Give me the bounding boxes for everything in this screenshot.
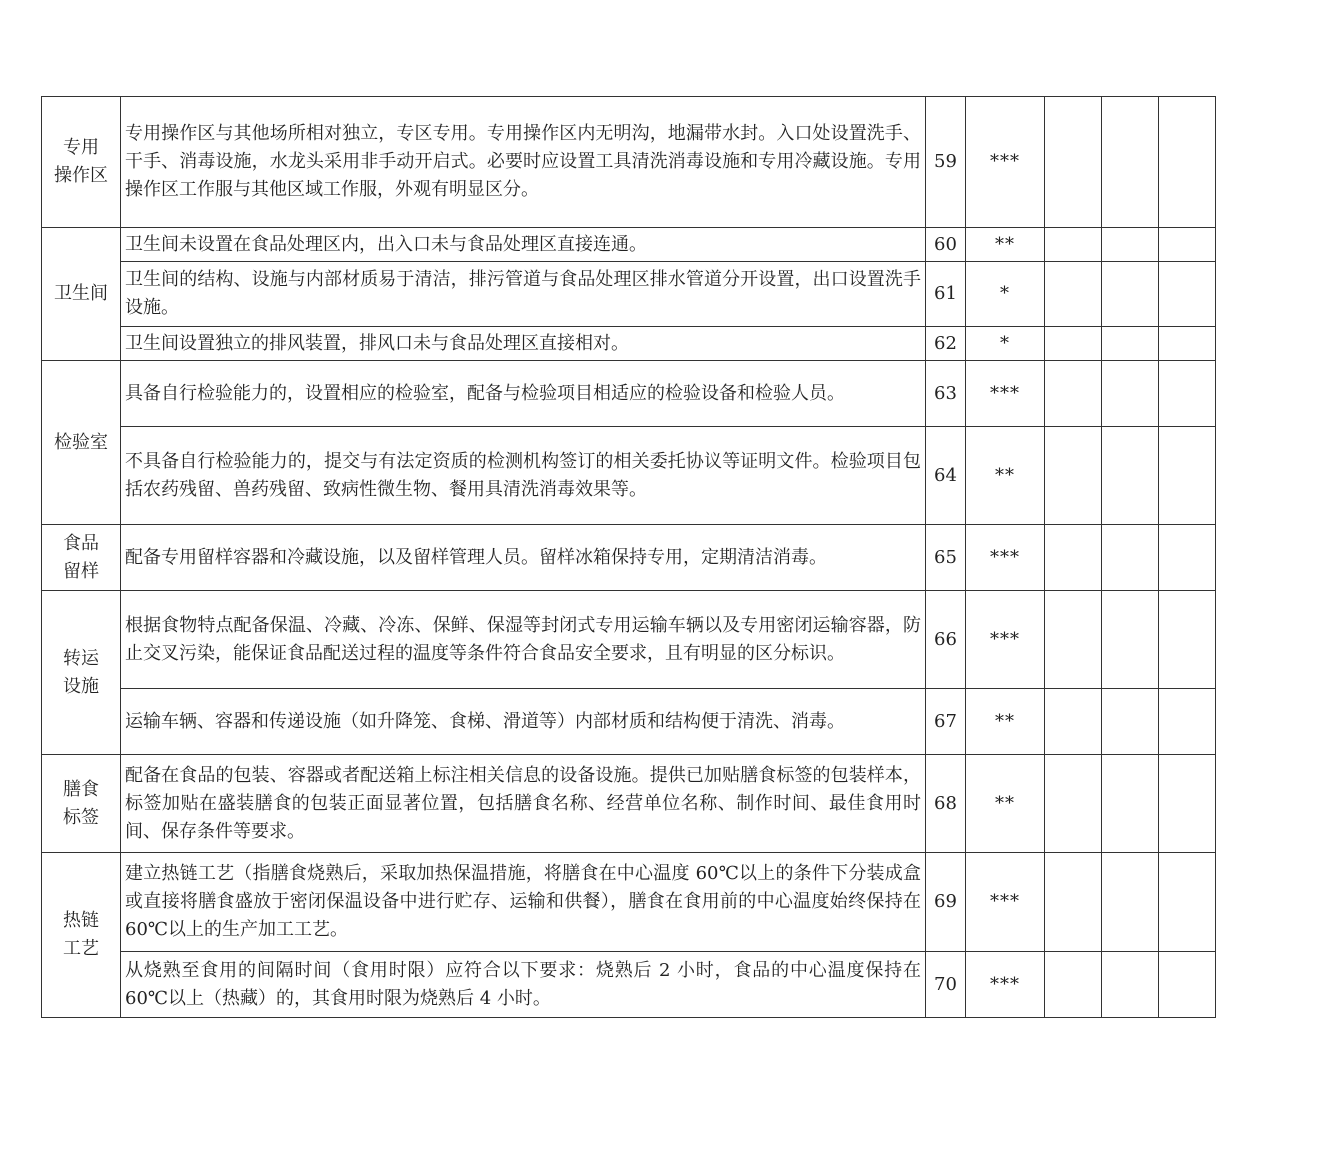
importance-level: *** — [966, 591, 1045, 689]
inspection-table — [41, 96, 1293, 1018]
category-label: 工艺 — [63, 938, 99, 959]
item-number: 64 — [926, 427, 966, 525]
importance-level: ** — [966, 755, 1045, 853]
result-cell[interactable] — [1102, 327, 1159, 361]
result-cell[interactable] — [1045, 952, 1102, 1018]
requirement-text: 配备在食品的包装、容器或者配送箱上标注相关信息的设备设施。提供已加贴膳食标签的包装样本，标签加贴在盛装膳食的包装正面显著位置，包括膳食名称、经营单位名称、制作时间、最佳食用时间、保存条件等要求。 — [121, 755, 926, 853]
result-cell[interactable] — [1102, 525, 1159, 591]
result-cell[interactable] — [1045, 327, 1102, 361]
item-number: 70 — [926, 952, 966, 1018]
requirement-text: 卫生间未设置在食品处理区内，出入口未与食品处理区直接连通。 — [121, 228, 926, 262]
item-number: 65 — [926, 525, 966, 591]
result-cell[interactable] — [1102, 952, 1159, 1018]
requirement-text: 根据食物特点配备保温、冷藏、冷冻、保鲜、保湿等封闭式专用运输车辆以及专用密闭运输容器，防止交叉污染，能保证食品配送过程的温度等条件符合食品安全要求，且有明显的区分标识。 — [121, 591, 926, 689]
category-label: 转运 — [63, 647, 99, 669]
item-number: 61 — [926, 262, 966, 327]
requirement-text: 从烧熟至食用的间隔时间（食用时限）应符合以下要求：烧熟后 2 小时，食品的中心温度保持在 60℃以上（热藏）的，其食用时限为烧熟后 4 小时。 — [121, 952, 926, 1018]
importance-level: *** — [966, 361, 1045, 427]
category-label: 热链 — [63, 910, 99, 931]
result-cell[interactable] — [1102, 97, 1159, 228]
category-label: 膳食 — [63, 778, 99, 800]
result-cell[interactable] — [1045, 525, 1102, 591]
table-row — [42, 262, 1293, 327]
table-row — [42, 689, 1293, 755]
importance-level: * — [966, 262, 1045, 327]
requirement-text: 卫生间设置独立的排风装置，排风口未与食品处理区直接相对。 — [121, 327, 926, 361]
result-cell[interactable] — [1045, 755, 1102, 853]
result-cell[interactable] — [1045, 361, 1102, 427]
importance-level: * — [966, 327, 1045, 361]
result-cell[interactable] — [1102, 427, 1159, 525]
table-row — [42, 755, 1293, 853]
importance-level: *** — [966, 97, 1045, 228]
category-cell — [42, 525, 121, 591]
result-cell[interactable] — [1159, 952, 1216, 1018]
category-label: 专用 — [63, 137, 99, 158]
item-number: 67 — [926, 689, 966, 755]
result-cell[interactable] — [1102, 262, 1159, 327]
importance-level: *** — [966, 525, 1045, 591]
table-row — [42, 228, 1293, 262]
category-cell — [42, 228, 121, 361]
category-label: 留样 — [63, 560, 99, 582]
result-cell[interactable] — [1159, 591, 1216, 689]
importance-level: *** — [966, 952, 1045, 1018]
result-cell[interactable] — [1045, 853, 1102, 952]
importance-level: *** — [966, 853, 1045, 952]
requirement-text: 具备自行检验能力的，设置相应的检验室，配备与检验项目相适应的检验设备和检验人员。 — [121, 361, 926, 427]
table-row — [42, 952, 1293, 1018]
table-row — [42, 97, 1293, 228]
category-cell — [42, 591, 121, 755]
result-cell[interactable] — [1159, 853, 1216, 952]
table-row — [42, 327, 1293, 361]
requirement-text: 不具备自行检验能力的，提交与有法定资质的检测机构签订的相关委托协议等证明文件。检验项目包括农药残留、兽药残留、致病性微生物、餐用具清洗消毒效果等。 — [121, 427, 926, 525]
requirement-text: 运输车辆、容器和传递设施（如升降笼、食梯、滑道等）内部材质和结构便于清洗、消毒。 — [121, 689, 926, 755]
category-label: 标签 — [63, 806, 99, 828]
table-row — [42, 525, 1293, 591]
result-cell[interactable] — [1159, 228, 1216, 262]
category-cell — [42, 97, 121, 228]
result-cell[interactable] — [1159, 361, 1216, 427]
importance-level: ** — [966, 427, 1045, 525]
category-label: 卫生间 — [54, 283, 108, 304]
requirement-text: 建立热链工艺（指膳食烧熟后，采取加热保温措施，将膳食在中心温度 60℃以上的条件下分装成盒或直接将膳食盛放于密闭保温设备中进行贮存、运输和供餐），膳食在食用前的中心温度始终保持在 60℃以上的生产加工工艺。 — [121, 853, 926, 952]
result-cell[interactable] — [1102, 689, 1159, 755]
result-cell[interactable] — [1102, 853, 1159, 952]
result-cell[interactable] — [1102, 591, 1159, 689]
category-cell — [42, 853, 121, 1018]
category-cell — [42, 361, 121, 525]
result-cell[interactable] — [1159, 525, 1216, 591]
result-cell[interactable] — [1102, 755, 1159, 853]
importance-level: ** — [966, 689, 1045, 755]
result-cell[interactable] — [1159, 327, 1216, 361]
table-row — [42, 427, 1293, 525]
item-number: 68 — [926, 755, 966, 853]
item-number: 66 — [926, 591, 966, 689]
result-cell[interactable] — [1102, 228, 1159, 262]
result-cell[interactable] — [1045, 591, 1102, 689]
importance-level: ** — [966, 228, 1045, 262]
item-number: 62 — [926, 327, 966, 361]
category-label: 检验室 — [54, 431, 108, 453]
result-cell[interactable] — [1102, 361, 1159, 427]
result-cell[interactable] — [1045, 97, 1102, 228]
result-cell[interactable] — [1159, 689, 1216, 755]
result-cell[interactable] — [1045, 427, 1102, 525]
table-row — [42, 853, 1293, 952]
result-cell[interactable] — [1045, 262, 1102, 327]
result-cell[interactable] — [1159, 755, 1216, 853]
result-cell[interactable] — [1159, 262, 1216, 327]
requirement-text: 卫生间的结构、设施与内部材质易于清洁，排污管道与食品处理区排水管道分开设置，出口设置洗手设施。 — [121, 262, 926, 327]
item-number: 59 — [926, 97, 966, 228]
item-number: 63 — [926, 361, 966, 427]
result-cell[interactable] — [1045, 228, 1102, 262]
table-row — [42, 361, 1293, 427]
category-label: 操作区 — [54, 165, 108, 186]
category-cell — [42, 755, 121, 853]
requirement-text: 专用操作区与其他场所相对独立，专区专用。专用操作区内无明沟，地漏带水封。入口处设置洗手、干手、消毒设施，水龙头采用非手动开启式。必要时应设置工具清洗消毒设施和专用冷藏设施。专用操作区工作服与其他区域工作服，外观有明显区分。 — [121, 97, 926, 228]
item-number: 69 — [926, 853, 966, 952]
category-label: 食品 — [63, 532, 99, 554]
result-cell[interactable] — [1159, 427, 1216, 525]
result-cell[interactable] — [1159, 97, 1216, 228]
category-label: 设施 — [63, 675, 99, 697]
table-row — [42, 591, 1293, 689]
requirement-text: 配备专用留样容器和冷藏设施，以及留样管理人员。留样冰箱保持专用，定期清洁消毒。 — [121, 525, 926, 591]
result-cell[interactable] — [1045, 689, 1102, 755]
item-number: 60 — [926, 228, 966, 262]
